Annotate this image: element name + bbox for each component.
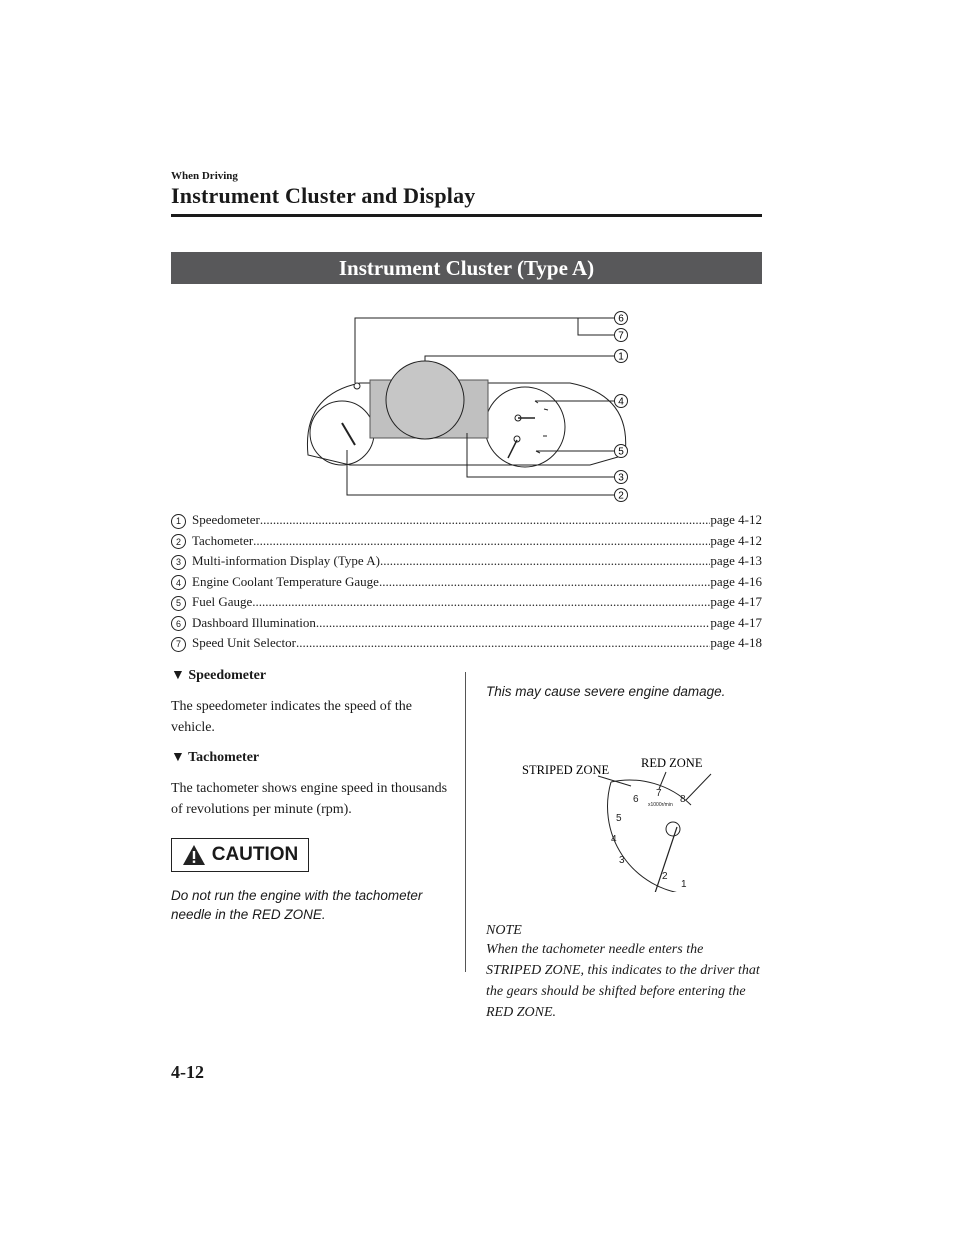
tach-scale-2: 2 xyxy=(662,871,668,882)
leader-3 xyxy=(467,433,615,477)
red-zone-label: RED ZONE xyxy=(641,756,703,770)
leader-7 xyxy=(578,318,615,335)
legend-item xyxy=(171,512,762,533)
legend-number: 1 xyxy=(171,514,186,529)
caution-box xyxy=(171,838,309,872)
striped-zone-label: STRIPED ZONE xyxy=(522,763,610,777)
legend-number: 5 xyxy=(171,596,186,611)
tachometer-heading: ▼ Tachometer xyxy=(171,750,260,765)
callout-3 xyxy=(615,471,628,484)
svg-text:3: 3 xyxy=(618,472,624,484)
legend-item xyxy=(171,553,762,574)
note-text: When the tachometer needle enters the STRIPED ZONE, this indicates to the driver that the gears should be shifted before entering the RED ZONE. xyxy=(486,942,760,1020)
legend-page[interactable]: page 4-17 xyxy=(710,594,762,609)
caution-continuation: This may cause severe engine damage. xyxy=(486,683,726,699)
legend-text: Fuel Gauge xyxy=(192,594,253,609)
tach-scale-1: 1 xyxy=(681,879,687,890)
legend-page[interactable]: page 4-13 xyxy=(710,553,762,568)
page-number: 4-12 xyxy=(171,1062,204,1082)
legend-page[interactable]: page 4-17 xyxy=(710,614,762,630)
left-column xyxy=(171,668,451,938)
svg-text:7: 7 xyxy=(618,330,624,342)
legend-item xyxy=(171,594,762,615)
legend-number: 2 xyxy=(171,534,186,549)
callout-2 xyxy=(615,489,628,502)
illumination-dot xyxy=(354,383,360,389)
legend-page[interactable]: page 4-12 xyxy=(710,512,762,527)
tach-scale-7: 7 xyxy=(656,788,662,799)
legend-text: Speedometer xyxy=(192,512,260,527)
legend-item xyxy=(171,574,762,595)
svg-text:4: 4 xyxy=(618,396,624,408)
legend-page[interactable]: page 4-18 xyxy=(710,635,762,650)
legend-number: 7 xyxy=(171,637,186,652)
page-title: Instrument Cluster and Display xyxy=(171,183,476,208)
tachometer-text: The tachometer shows engine speed in thousands of revolutions per minute (rpm). xyxy=(171,781,448,817)
legend-item xyxy=(171,615,762,636)
legend-number: 4 xyxy=(171,575,186,590)
legend-number: 3 xyxy=(171,555,186,570)
tach-unit: x1000r/min xyxy=(648,802,673,808)
legend-page[interactable]: page 4-12 xyxy=(710,532,762,548)
legend-text: Multi-information Display (Type A) xyxy=(192,553,380,568)
right-column xyxy=(486,668,762,1023)
legend-text: Dashboard Illumination xyxy=(192,614,316,630)
svg-text:5: 5 xyxy=(618,446,624,458)
leader-2 xyxy=(347,450,615,495)
callout-6 xyxy=(615,312,628,325)
tach-scale-5: 5 xyxy=(616,813,622,824)
legend-text: Speed Unit Selector xyxy=(192,635,296,650)
instrument-cluster-diagram xyxy=(300,305,640,505)
speedometer-dial xyxy=(310,401,374,465)
legend-number: 6 xyxy=(171,616,186,631)
tach-scale-6: 6 xyxy=(633,794,639,805)
cluster-banner: Instrument Cluster (Type A) xyxy=(171,252,762,284)
tachometer-zone-diagram xyxy=(486,722,762,892)
tach-scale-4: 4 xyxy=(611,834,617,845)
legend-text: Engine Coolant Temperature Gauge xyxy=(192,573,379,589)
speedometer-text: The speedometer indicates the speed of the vehicle. xyxy=(171,699,413,735)
center-circle xyxy=(386,361,464,439)
svg-text:2: 2 xyxy=(618,490,624,502)
legend-item xyxy=(171,635,762,656)
warning-icon xyxy=(182,844,206,866)
title-rule xyxy=(171,214,762,217)
svg-text:1: 1 xyxy=(618,351,624,363)
legend-item xyxy=(171,533,762,554)
note-label: NOTE xyxy=(486,923,522,938)
column-divider xyxy=(465,672,466,972)
callout-1 xyxy=(615,350,628,363)
svg-text:6: 6 xyxy=(618,313,624,325)
legend-list xyxy=(171,512,762,656)
tachometer-dial xyxy=(485,387,565,467)
callout-5 xyxy=(615,445,628,458)
legend-page[interactable]: page 4-16 xyxy=(710,573,762,589)
section-label: When Driving xyxy=(171,170,238,182)
tach-scale-3: 3 xyxy=(619,855,625,866)
speedometer-heading: ▼ Speedometer xyxy=(171,668,267,683)
leader-1 xyxy=(425,356,615,361)
tach-scale-8: 8 xyxy=(680,794,686,805)
legend-text: Tachometer xyxy=(192,532,254,548)
caution-label: CAUTION xyxy=(211,844,299,865)
caution-text: Do not run the engine with the tachometer needle in the RED ZONE. xyxy=(171,888,423,922)
leader-6 xyxy=(355,318,615,383)
callout-4 xyxy=(615,395,628,408)
callout-7 xyxy=(615,329,628,342)
